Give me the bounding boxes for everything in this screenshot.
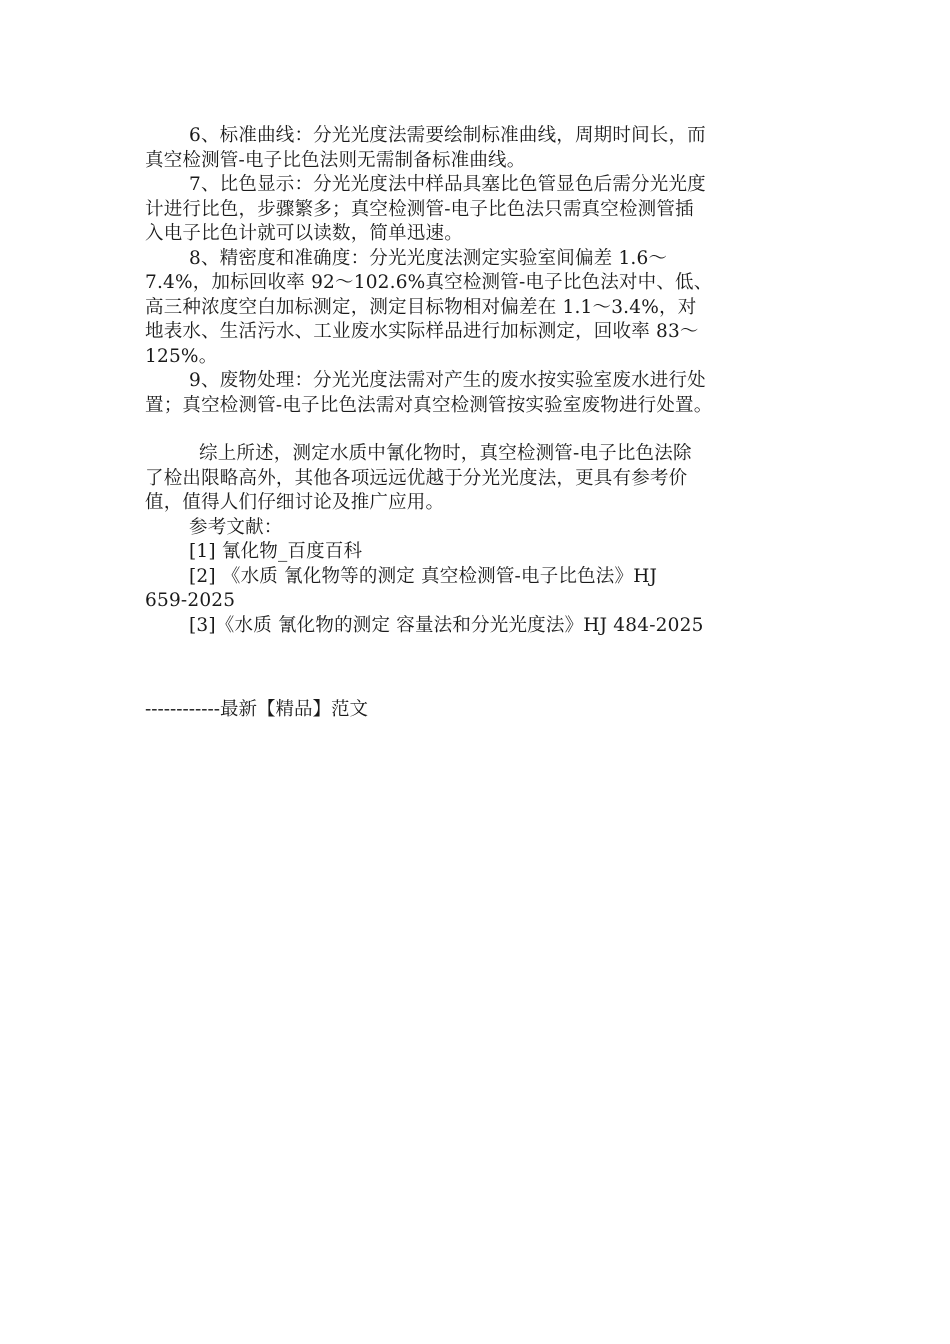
reference-item: [1] 氰化物_百度百科 <box>189 541 363 562</box>
paragraph-precision-accuracy <box>145 247 815 370</box>
text-line: 了检出限略高外，其他各项远远优越于分光光度法，更具有参考价 <box>145 467 688 489</box>
references-heading: 参考文献： <box>189 516 283 538</box>
paragraph-summary <box>145 442 815 516</box>
reference-item: [2] 《水质 氰化物等的测定 真空检测管-电子比色法》HJ <box>189 565 658 587</box>
paragraph-waste-disposal <box>145 369 815 418</box>
text-line: 8、精密度和准确度：分光光度法测定实验室间偏差 1.6～ <box>189 247 668 269</box>
text-line: 真空检测管-电子比色法则无需制备标准曲线。 <box>145 149 526 171</box>
text-line: 入电子比色计就可以读数，简单迅速。 <box>145 223 463 244</box>
text-line: 6、标准曲线：分光光度法需要绘制标准曲线，周期时间长，而 <box>189 125 706 146</box>
paragraph-colorimetric-display <box>145 173 815 247</box>
text-line: 计进行比色，步骤繁多；真空检测管-电子比色法只需真空检测管插 <box>145 198 694 220</box>
text-line: 9、废物处理：分光光度法需对产生的废水按实验室废水进行处 <box>189 370 706 391</box>
text-line: 高三种浓度空白加标测定，测定目标物相对偏差在 1.1～3.4%，对 <box>145 296 697 318</box>
document-body <box>145 124 815 638</box>
text-line: 7.4%，加标回收率 92～102.6%真空检测管-电子比色法对中、低、 <box>145 272 713 293</box>
reference-item-continuation: 659-2025 <box>145 590 236 611</box>
text-line: 地表水、生活污水、工业废水实际样品进行加标测定，回收率 83～ <box>145 321 699 342</box>
text-line: 值，值得人们仔细讨论及推广应用。 <box>145 492 445 513</box>
text-line: 综上所述，测定水质中氰化物时，真空检测管-电子比色法除 <box>199 443 692 464</box>
paragraph-spacer <box>145 418 815 442</box>
footer-banner: ------------最新【精品】范文 <box>145 699 369 720</box>
text-line: 125%。 <box>145 345 218 367</box>
text-line: 置；真空检测管-电子比色法需对真空检测管按实验室废物进行处置。 <box>145 394 713 416</box>
paragraph-standard-curve <box>145 124 815 173</box>
reference-item: [3]《水质 氰化物的测定 容量法和分光光度法》HJ 484-2025 <box>189 614 704 636</box>
references-section <box>145 516 815 639</box>
text-line: 7、比色显示：分光光度法中样品具塞比色管显色后需分光光度 <box>189 174 706 195</box>
